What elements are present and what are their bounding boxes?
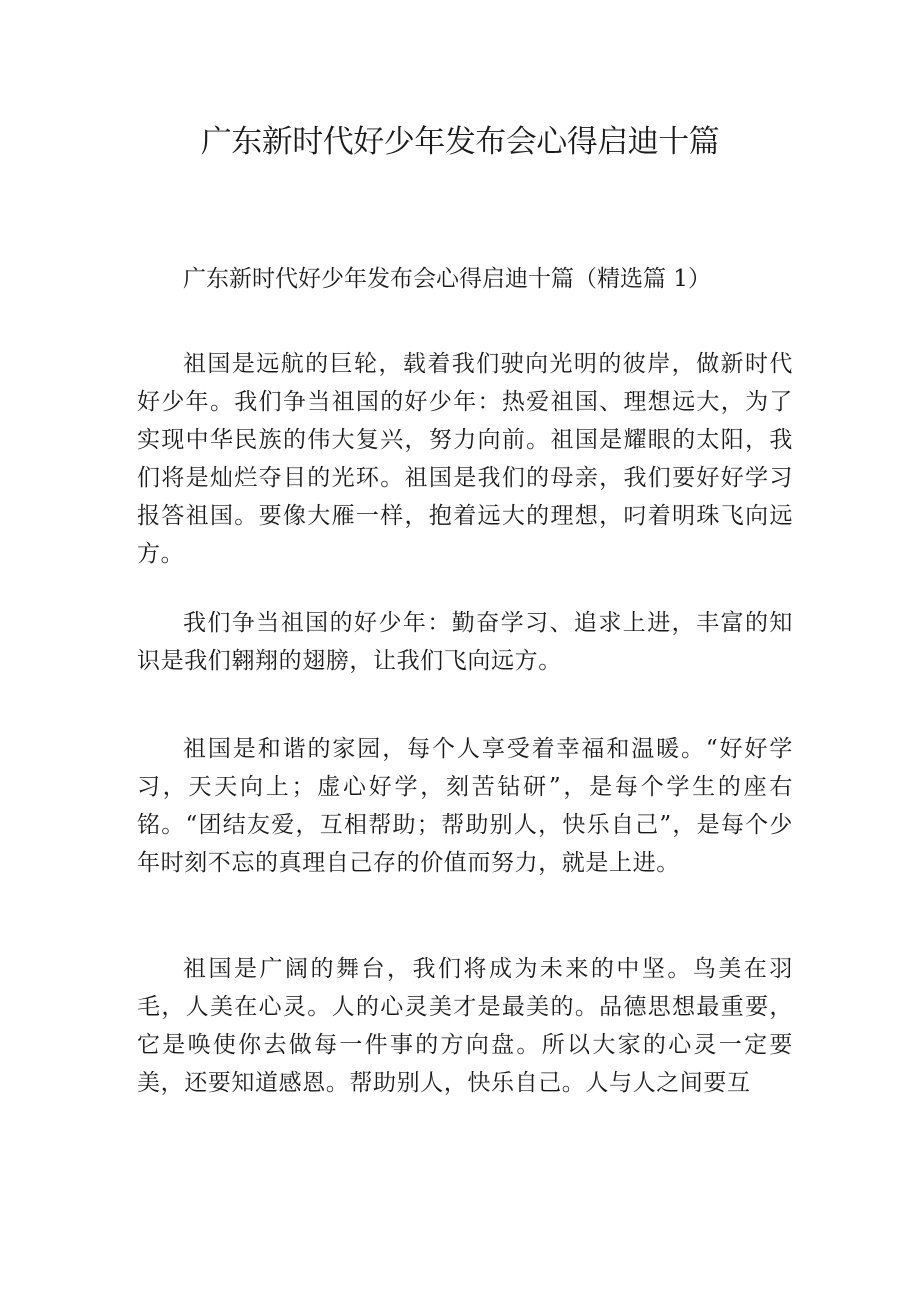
paragraph-1: 祖国是远航的巨轮，载着我们驶向光明的彼岸，做新时代好少年。我们争当祖国的好少年：热爱祖国、理想远大，为了实现中华民族的伟大复兴，努力向前。祖国是耀眼的太阳，我们将是灿烂夺目的光环。祖国是我们的母亲，我们要好好学习报答祖国。要像大雁一样，抱着远大的理想，叼着明珠飞向远方。 bbox=[137, 351, 793, 567]
paragraph-4: 祖国是广阔的舞台，我们将成为未来的中坚。鸟美在羽毛，人美在心灵。人的心灵美才是最美的。品德思想最重要，它是唤使你去做每一件事的方向盘。所以大家的心灵一定要美，还要知道感恩。帮助别人，快乐自己。人与人之间要互 bbox=[137, 956, 793, 1096]
paragraph-2: 我们争当祖国的好少年：勤奋学习、追求上进，丰富的知识是我们翱翔的翅膀，让我们飞向远方。 bbox=[137, 610, 793, 674]
paragraph-3: 祖国是和谐的家园，每个人享受着幸福和温暖。“好好学习，天天向上；虚心好学，刻苦钻研”，是每个学生的座右铭。“团结友爱，互相帮助；帮助别人，快乐自己”，是每个少年时刻不忘的真理自己存的价值而努力，就是上进。 bbox=[137, 736, 793, 876]
document-title: 广东新时代好少年发布会心得启迪十篇 bbox=[200, 124, 720, 160]
section-subtitle: 广东新时代好少年发布会心得启迪十篇（精选篇 1） bbox=[183, 266, 711, 292]
